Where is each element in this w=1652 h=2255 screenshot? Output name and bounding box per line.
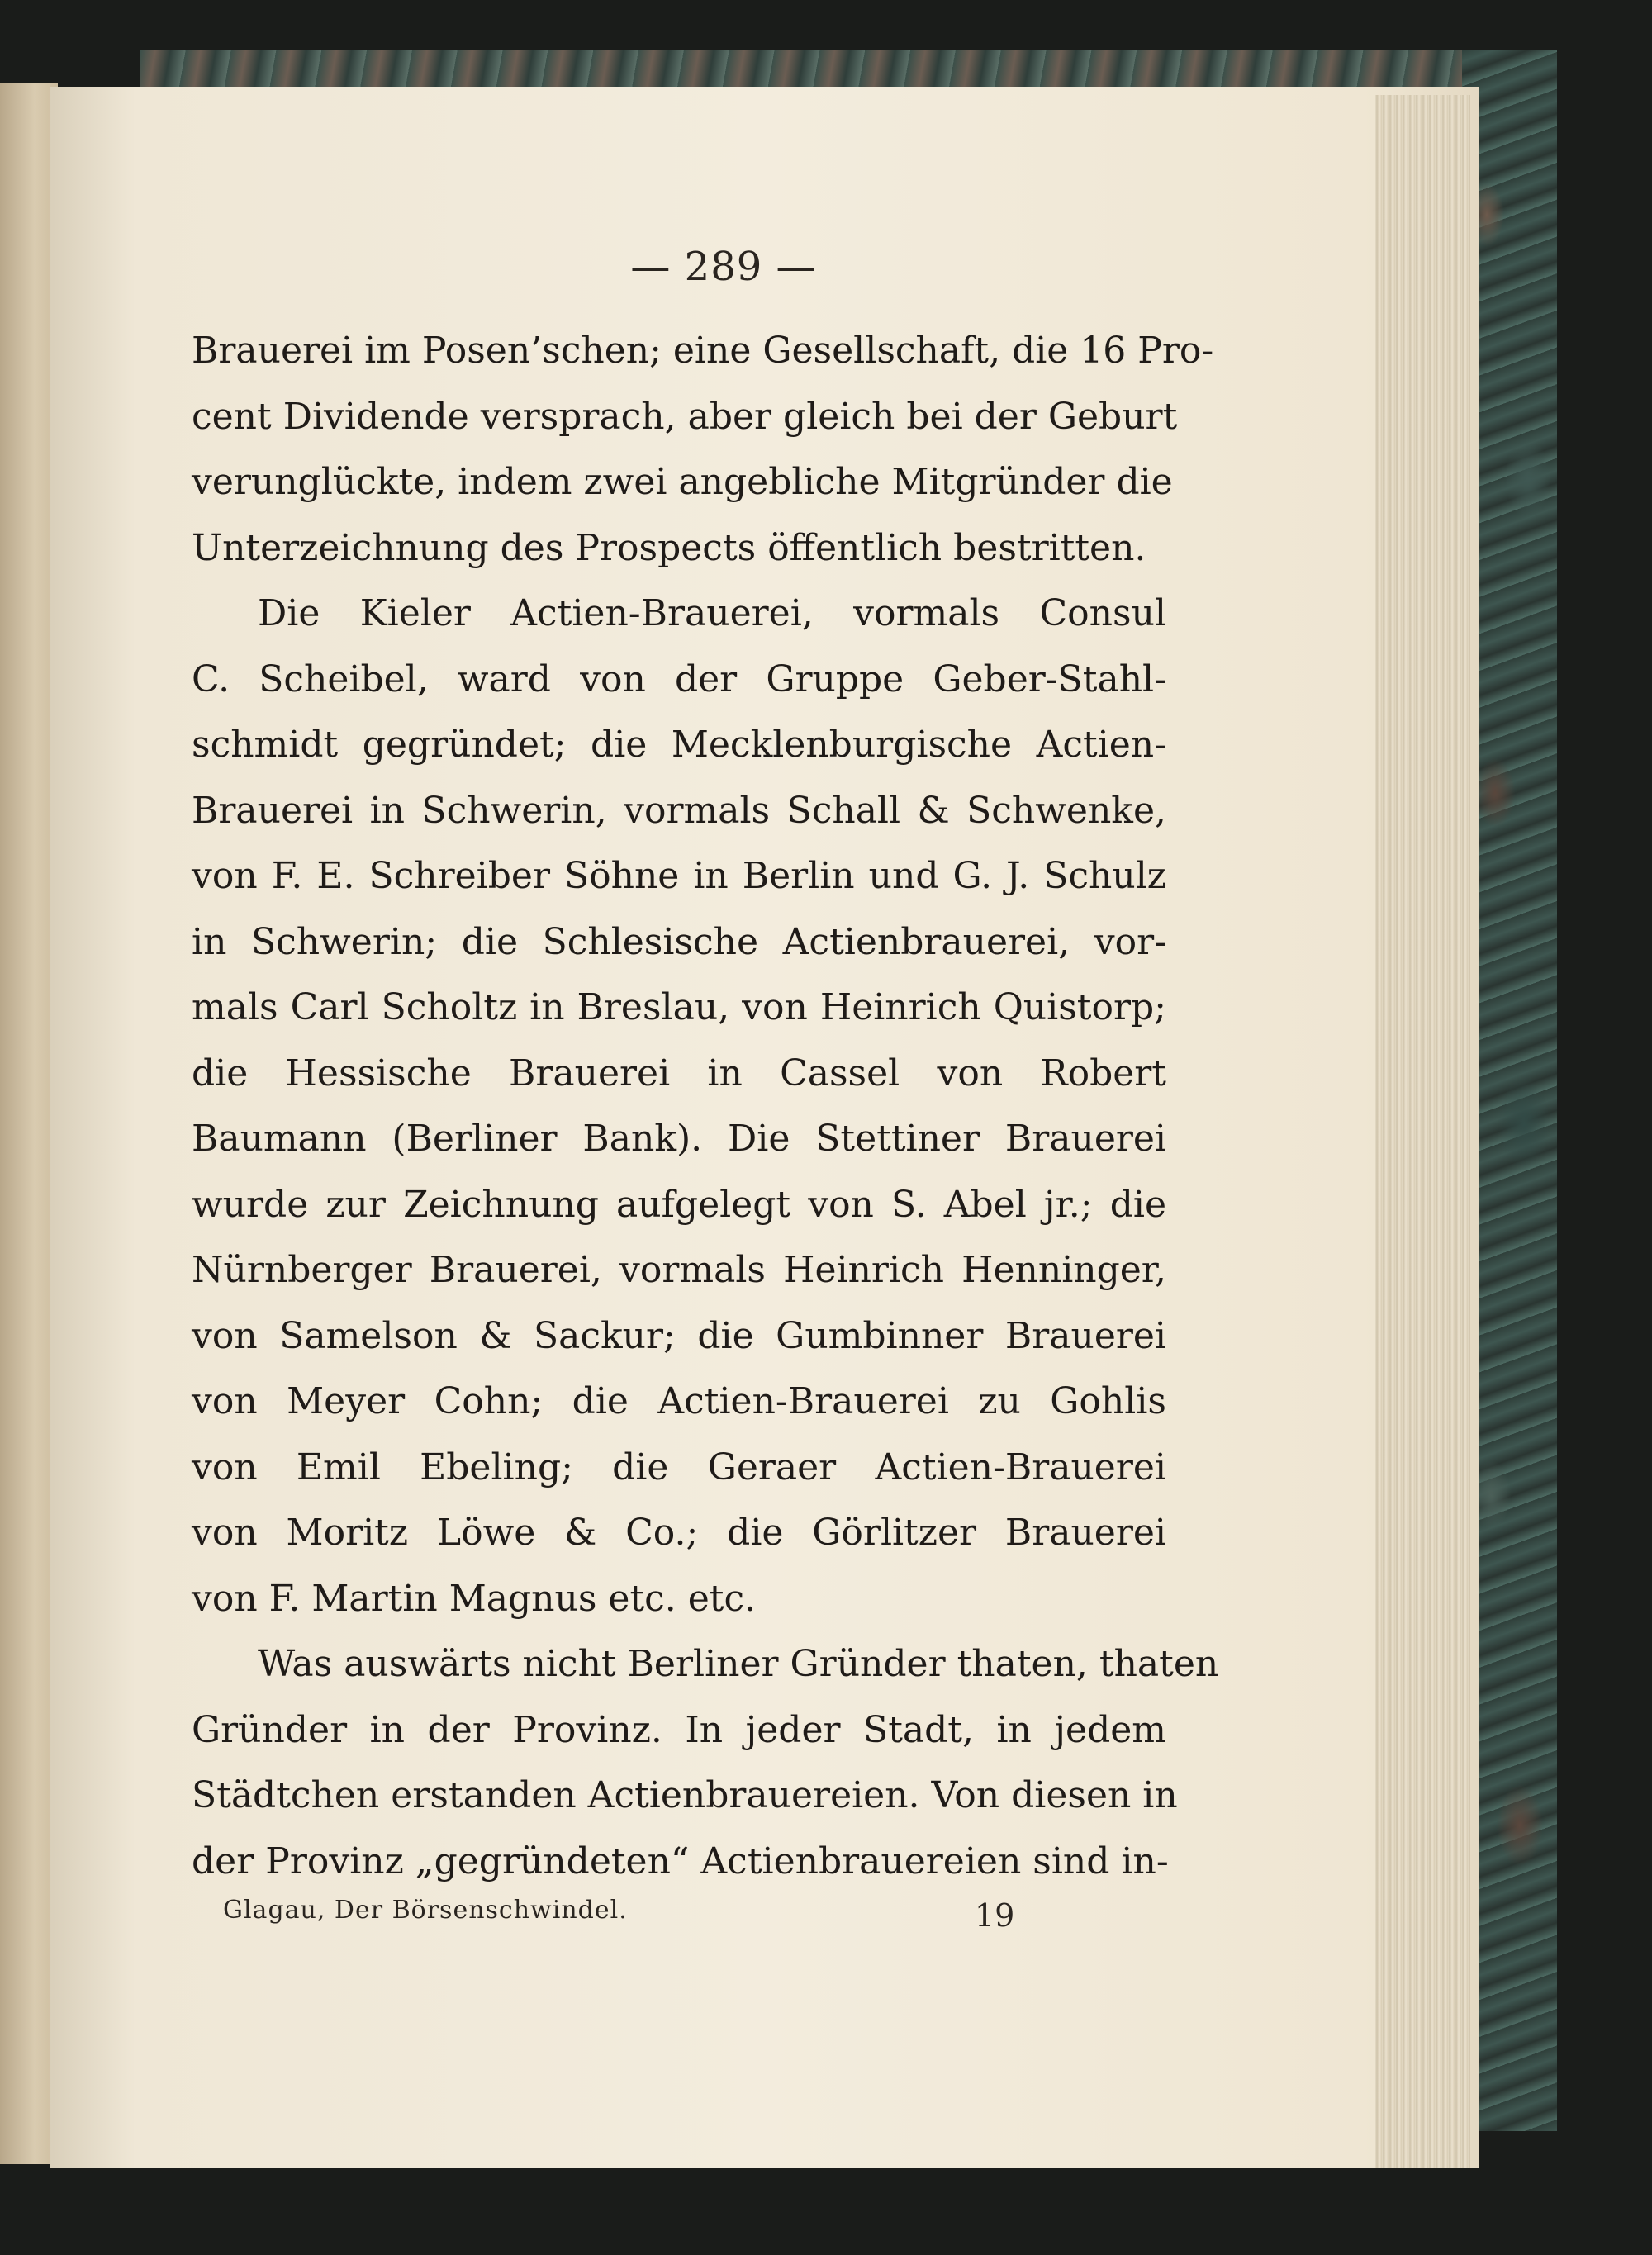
text-line: Gründer in der Provinz. In jeder Stadt, in jedem — [192, 1708, 1166, 1751]
page-number-header: — 289 — — [630, 244, 817, 290]
text-line: von Meyer Cohn; die Actien-Brauerei zu Gohlis — [192, 1380, 1166, 1422]
text-line: Unterzeichnung des Prospects öffentlich bestritten. — [192, 526, 1146, 569]
text-line: von Samelson & Sackur; die Gumbinner Brauerei — [192, 1314, 1166, 1357]
text-line: die Hessische Brauerei in Cassel von Robert — [192, 1052, 1166, 1094]
text-line: von Emil Ebeling; die Geraer Actien-Brauerei — [192, 1446, 1166, 1488]
sheet-number: 19 — [975, 1897, 1015, 1934]
text-line: Nürnberger Brauerei, vormals Heinrich Henninger, — [192, 1249, 1166, 1291]
text-line: mals Carl Scholtz in Breslau, von Heinrich Quistorp; — [192, 986, 1166, 1028]
footer-signature: Glagau, Der Börsenschwindel. — [223, 1896, 628, 1925]
text-line: in Schwerin; die Schlesische Actienbrauerei, vor- — [192, 920, 1166, 963]
text-line: Die Kieler Actien-Brauerei, vormals Consul — [258, 592, 1166, 634]
text-line: Was auswärts nicht Berliner Gründer thaten, thaten — [258, 1643, 1219, 1685]
text-line: Brauerei im Posen’schen; eine Gesellschaft, die 16 Pro- — [192, 330, 1214, 372]
text-line: cent Dividende versprach, aber gleich bei der Geburt — [192, 395, 1178, 438]
text-line: Brauerei in Schwerin, vormals Schall & Schwenke, — [192, 789, 1166, 832]
page-stack-edge — [1375, 95, 1470, 2168]
text-line: schmidt gegründet; die Mecklenburgische Actien- — [192, 724, 1166, 766]
text-line: von Moritz Löwe & Co.; die Görlitzer Brauerei — [192, 1512, 1166, 1554]
text-line: der Provinz „gegründeten“ Actienbrauereien sind in- — [192, 1840, 1169, 1882]
text-line: C. Scheibel, ward von der Gruppe Geber-Stahl- — [192, 658, 1166, 700]
body-text — [192, 318, 1219, 1894]
text-line: Städtchen erstanden Actienbrauereien. Von diesen in — [192, 1774, 1178, 1816]
text-line: verunglückte, indem zwei angebliche Mitgründer die — [192, 461, 1173, 503]
text-line: von F. Martin Magnus etc. etc. — [192, 1577, 757, 1620]
text-line: Baumann (Berliner Bank). Die Stettiner Brauerei — [192, 1118, 1166, 1160]
page-footer — [223, 1887, 1049, 1937]
text-line: von F. E. Schreiber Söhne in Berlin und G. J. Schulz — [192, 855, 1166, 897]
text-line: wurde zur Zeichnung aufgelegt von S. Abel jr.; die — [192, 1183, 1166, 1226]
